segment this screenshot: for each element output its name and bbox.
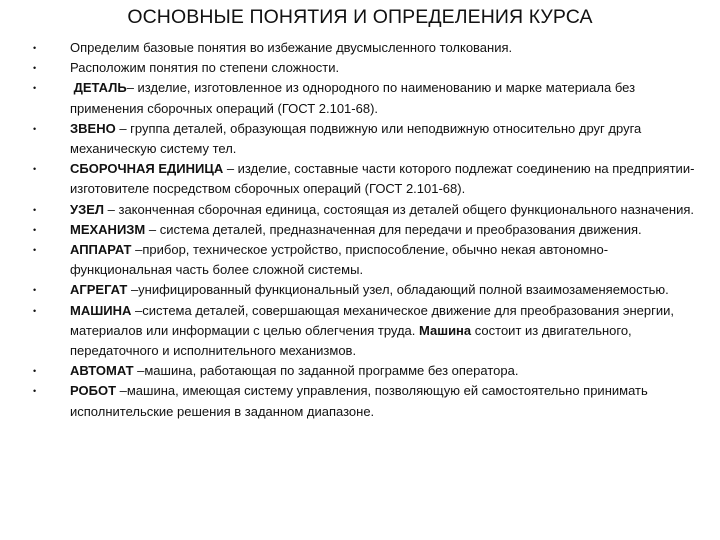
list-item bbox=[24, 159, 700, 199]
term-robot: РОБОТ bbox=[70, 383, 117, 399]
list-item-text bbox=[70, 280, 700, 300]
slide-title: ОСНОВНЫЕ ПОНЯТИЯ И ОПРЕДЕЛЕНИЯ КУРСА bbox=[127, 6, 593, 28]
bullet-icon: • bbox=[33, 83, 37, 94]
bullet-icon: • bbox=[33, 164, 37, 175]
bullet-icon: • bbox=[33, 63, 37, 74]
list-item bbox=[24, 200, 700, 220]
definition-text: – группа деталей, образующая подвижную или неподвижную относительно друг друга механическую систему тел. bbox=[70, 120, 642, 157]
list-item bbox=[24, 58, 700, 78]
definition-text: Определим базовые понятия во избежание двусмысленного толкования. bbox=[70, 40, 513, 55]
list-item-text bbox=[70, 78, 700, 118]
bullet-icon: • bbox=[33, 245, 37, 256]
list-item bbox=[24, 381, 700, 421]
list-item-text bbox=[70, 38, 700, 58]
bullet-icon: • bbox=[33, 43, 37, 53]
definition-text: –прибор, техническое устройство, приспособление, обычно некая автономно-функциональная часть более сложной системы. bbox=[70, 242, 609, 278]
list-item-text bbox=[70, 119, 700, 159]
list-item bbox=[24, 38, 700, 58]
list-item bbox=[24, 361, 700, 381]
list-item-text bbox=[70, 220, 700, 240]
term-aggregate: АГРЕГАТ bbox=[70, 282, 128, 298]
bullet-icon: • bbox=[33, 285, 37, 296]
definition-text: – изделие, изготовленное из однородного по наименованию и марке материала без применения сборочных операций (ГОСТ 2.101-68). bbox=[70, 80, 636, 116]
term-machine-inline: Машина bbox=[419, 322, 472, 338]
term-apparatus: АППАРАТ bbox=[70, 242, 132, 258]
list-item bbox=[24, 301, 700, 362]
term-zveno: ЗВЕНО bbox=[70, 120, 116, 136]
definition-text: – законченная сборочная единица, состоящая из деталей общего функционального назначения. bbox=[104, 201, 694, 217]
term-mechanism: МЕХАНИЗМ bbox=[70, 221, 146, 237]
term-automaton: АВТОМАТ bbox=[70, 363, 134, 379]
list-item-text bbox=[70, 301, 700, 362]
list-item bbox=[24, 240, 700, 280]
bullet-icon: • bbox=[33, 386, 37, 397]
term-assembly-unit: СБОРОЧНАЯ ЕДИНИЦА bbox=[70, 161, 224, 177]
list-item bbox=[24, 119, 700, 159]
list-item-text bbox=[70, 240, 700, 280]
bullet-icon: • bbox=[33, 123, 37, 134]
bullet-icon: • bbox=[33, 305, 37, 316]
term-machine: МАШИНА bbox=[70, 302, 132, 318]
bullet-icon: • bbox=[33, 204, 37, 215]
list-item-text bbox=[70, 381, 700, 421]
definition-text: Расположим понятия по степени сложности. bbox=[70, 60, 340, 76]
list-item-text bbox=[70, 58, 700, 78]
bullet-icon: • bbox=[33, 224, 37, 235]
bullet-icon: • bbox=[33, 366, 37, 377]
list-item-text bbox=[70, 200, 700, 220]
list-item-text bbox=[70, 159, 700, 199]
definition-text: – система деталей, предназначенная для передачи и преобразования движения. bbox=[145, 221, 642, 237]
definition-text: –система деталей, совершающая механическое движение для преобразования энергии, материалов или информации с целью облегчения труда. bbox=[70, 302, 674, 338]
definition-text: –машина, работающая по заданной программе без оператора. bbox=[133, 363, 519, 379]
definition-text: –унифицированный функциональный узел, обладающий полной взаимозаменяемостью. bbox=[127, 282, 669, 298]
list-item bbox=[24, 78, 700, 118]
term-detal: ДЕТАЛЬ bbox=[70, 80, 127, 96]
list-item bbox=[24, 280, 700, 300]
definition-text: –машина, имеющая систему управления, позволяющую ей самостоятельно принимать исполнительские решения в заданном диапазоне. bbox=[70, 383, 648, 419]
list-item-text bbox=[70, 361, 700, 381]
list-item bbox=[24, 220, 700, 240]
definition-text: – изделие, составные части которого подлежат соединению на предприятии-изготовителе посредством сборочных операций (ГОСТ 2.101-68). bbox=[70, 161, 695, 197]
definition-text-continued: состоит из двигательного, передаточного и исполнительного механизмов. bbox=[70, 322, 632, 359]
term-uzel: УЗЕЛ bbox=[70, 201, 105, 217]
definitions-list bbox=[24, 38, 700, 422]
